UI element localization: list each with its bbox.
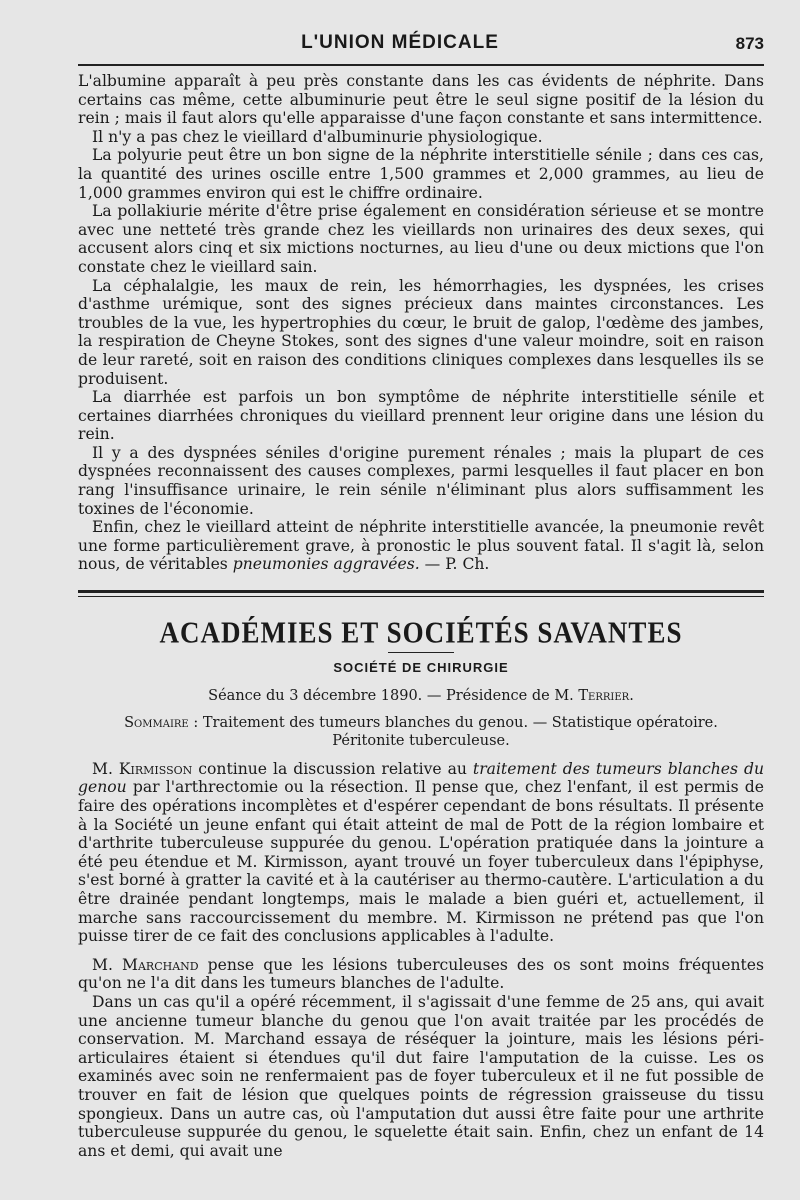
section-title: ACADÉMIES ET SOCIÉTÉS SAVANTES [159,614,683,650]
article-paragraph: La pollakiurie mérite d'être prise également en considération sérieuse et se montre avec une netteté très grande chez les vieillards non urinaires des deux sexes, qui accusent alors cinq et six mictions nocturnes, au lieu d'une ou deux mictions que l'on constate chez le vieillard sain. [78,202,764,276]
closing-italic: pneumonies aggravées. [232,555,420,574]
sommaire-line1: : Traitement des tumeurs blanches du genou. — Statistique opératoire. [188,714,718,731]
seance-line [78,687,764,706]
kirmisson-rest: par l'arthrectomie ou la résection. Il pense que, chez l'enfant, il est permis de faire des opérations incomplètes et d'espérer cependant de bons résultats. Il présente à la Société un jeune enfant qui était atteint de mal de Pott de la région lombaire et d'arthrite tuberculeuse suppurée du genou. L'opération pratiquée dans la jointure a été peu étendue et M. Kirmisson, ayant trouvé un foyer tuberculeux dans l'épiphyse, s'est borné à gratter la cavité et à la cautériser au thermo-cautère. L'articulation a du être drainée pendant longtemps, mais le malade a bien guéri et, actuellement, il marche sans raccourcissement du membre. M. Kirmisson ne prétend pas que l'on puisse tirer de ce fait des conclusions applicables à l'adulte. [78,778,764,946]
article-paragraph: La céphalalgie, les maux de rein, les hémorrhagies, les dyspnées, les crises d'asthme urémique, sont des signes précieux dans maintes circonstances. Les troubles de la vue, les hypertrophies du cœur, le bruit de galop, l'œdème des jambes, la respiration de Cheyne Stokes, sont des signes d'une valeur moindre, soit en raison de leur rareté, soit en raison des conditions cliniques complexes dans lesquelles ils se produisent. [78,276,764,388]
article-paragraph: Il n'y a pas chez le vieillard d'albuminurie physiologique. [92,127,543,146]
seance-suffix: . [629,688,634,705]
closing-signature: — P. Ch. [419,555,490,574]
kirmisson-paragraph [78,760,764,946]
article-paragraph: L'albumine apparaît à peu près constante dans les cas évidents de néphrite. Dans certains cas même, cette albuminurie peut être le seul signe positif de la lésion du rein ; mais il faut alors qu'elle apparaisse d'une façon constante et sans intermittence. [78,72,764,128]
seance-text: Séance du 3 décembre 1890. — Présidence de M. [208,688,579,705]
page-body [78,72,764,1160]
marchand-case-paragraph: Dans un cas qu'il a opéré récemment, il s'agissait d'une femme de 25 ans, qui avait une ancienne tumeur blanche du genou que l'on avait traitée par les procédés de conservation. M. Marchand essaya de réséquer la jointure, mais les lésions péri-articulaires étaient si étendues qu'il dut faire l'amputation de la cuisse. Les os examinés avec soin ne renfermaient pas de foyer tuberculeux et il ne fut possible de trouver en fait de lésion que quelques points de régression graisseuse du tissu spongieux. Dans un autre cas, où l'amputation dut aussi être faite pour une arthrite tuberculeuse suppurée du genou, le squelette était sain. Enfin, chez un enfant de 14 ans et demi, qui avait une [78,992,764,1160]
sommaire [78,714,764,750]
sommaire-label: Sommaire [124,714,189,731]
page-number: 873 [735,34,764,53]
article-paragraph: Il y a des dyspnées séniles d'origine purement rénales ; mais la plupart de ces dyspnées reconnaissent des causes complexes, parmi lesquelles il faut placer en bon rang l'insuffisance urinaire, le rein sénile n'éliminant plus alors suffisamment les toxines de l'économie. [78,443,764,518]
marchand-rest: pense que les lésions tuberculeuses des os sont moins fréquentes qu'on ne l'a dit dans les tumeurs blanches de l'adulte. [78,955,764,993]
section-short-rule [388,652,454,653]
running-title: L'UNION MÉDICALE [301,32,499,53]
sommaire-line2: Péritonite tuberculeuse. [332,732,510,749]
speaker-kirmisson: M. Kirmisson [92,759,193,778]
president-name: Terrier [578,688,630,705]
section-divider [78,590,764,597]
article-closing-paragraph [78,518,764,574]
article-paragraph: La diarrhée est parfois un bon symptôme de néphrite interstitielle sénile et certaines diarrhées chroniques du vieillard prennent leur origine dans une lésion du rein. [78,388,764,444]
closing-text: Enfin, chez le vieillard atteint de néphrite interstitielle avancée, la pneumonie revêt une forme particulièrement grave, à pronostic le plus souvent fatal. Il s'agit là, selon nous, de véritables [78,518,764,574]
speaker-marchand: M. Marchand [92,955,199,974]
society-heading: SOCIÉTÉ DE CHIRURGIE [333,659,509,675]
article-paragraph: La polyurie peut être un bon signe de la néphrite interstitielle sénile ; dans ces cas, la quantité des urines oscille entre 1,500 grammes et 2,000 grammes, au lieu de 1,000 grammes environ qui est le chiffre ordinaire. [78,146,764,202]
header-rule [78,64,764,66]
kirmisson-lead: continue la discussion relative au [192,759,473,778]
page-header [0,28,800,62]
kirmisson-italic: traitement des tumeurs blanches du genou [78,759,765,797]
marchand-paragraph [78,956,764,993]
